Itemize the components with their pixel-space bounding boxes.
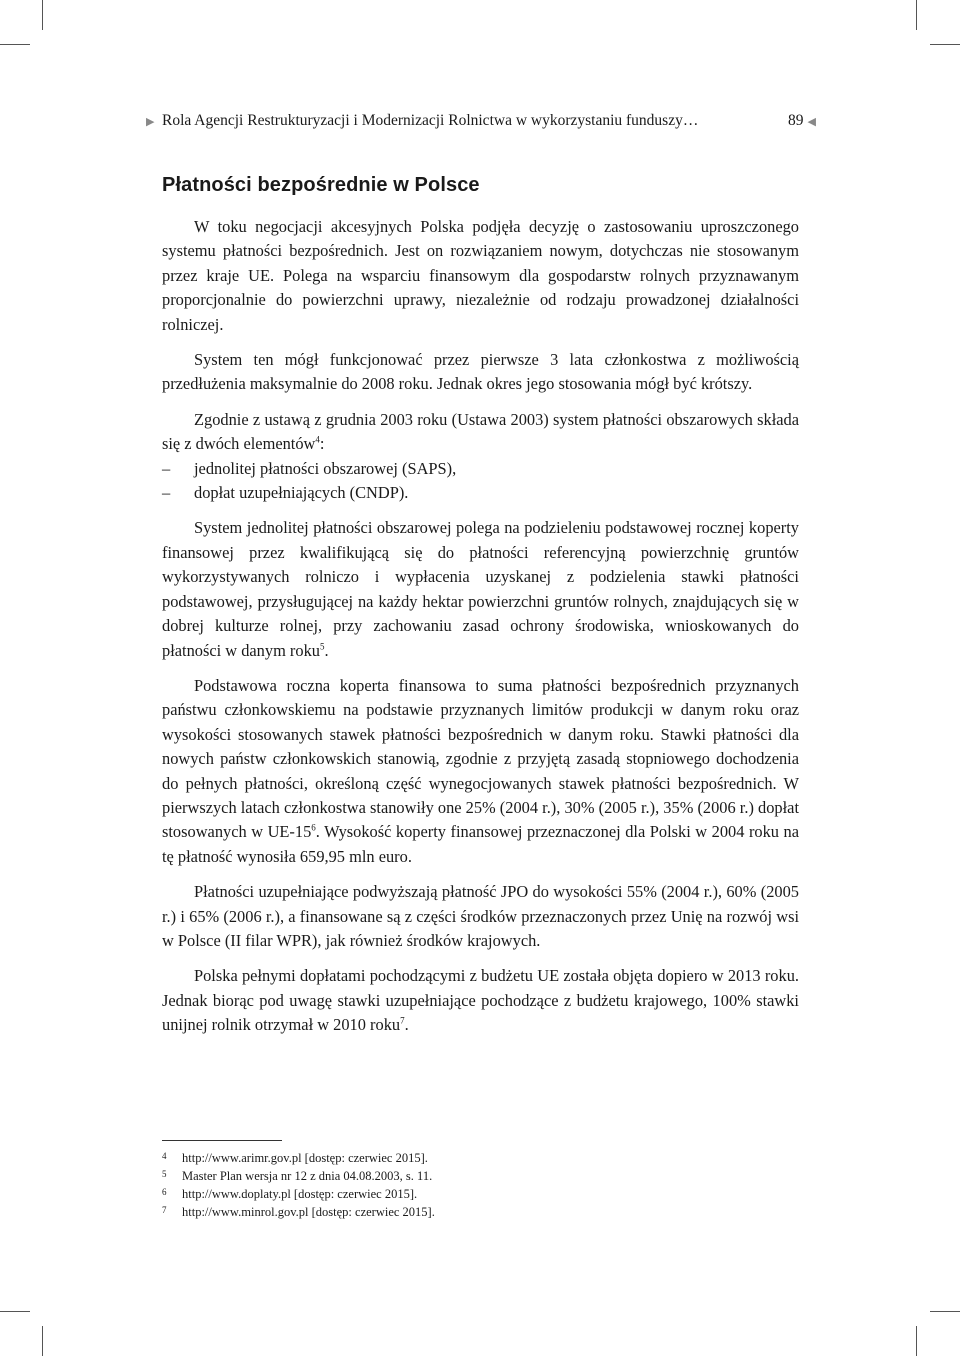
paragraph-7-text: Polska pełnymi dopłatami pochodzącymi z budżetu UE została objęta dopiero w 2013 roku. Jednak biorąc pod uwagę stawki uzupełniające pochodzące z budżetu krajowego, 100% stawki unijnej rolnik otrzymał w 2010 roku — [162, 966, 799, 1035]
paragraph-2: System ten mógł funkcjonować przez pierwsze 3 lata członkostwa z możliwością przedłużenia maksymalnie do 2008 roku. Jednak okres jego stosowania mógł być krótszy. — [162, 350, 799, 394]
footnote — [162, 1185, 799, 1203]
triangle-left-icon: ◀ — [807, 115, 816, 128]
footnote-ref: 5 — [319, 641, 325, 652]
list-item — [162, 481, 799, 505]
crop-mark — [42, 1326, 43, 1356]
section-heading: Płatności bezpośrednie w Polsce — [162, 174, 480, 196]
footnote-text: Master Plan wersja nr 12 z dnia 04.08.2003, s. 11. — [182, 1169, 433, 1183]
paragraph-3-text: Zgodnie z ustawą z grudnia 2003 roku (Ustawa 2003) system płatności obszarowych składa się z dwóch elementów — [162, 409, 799, 454]
paragraph-7-end: . — [404, 1015, 409, 1035]
crop-mark — [916, 1326, 917, 1356]
footnote-ref: 6 — [311, 822, 316, 833]
paragraph-4 — [162, 516, 799, 662]
footnote — [162, 1203, 799, 1221]
paragraph-5-end: . Wysokość koperty finansowej przeznaczonej dla Polski w 2004 roku na tę płatność wynosiła 659,95 mln euro. — [162, 822, 799, 866]
paragraph-3-end: : — [319, 434, 325, 454]
footnote-ref: 7 — [400, 1015, 405, 1026]
footnote-link[interactable]: http://www.arimr.gov.pl [dostęp: czerwiec 2015]. — [182, 1151, 428, 1165]
footnote-number: 7 — [162, 1205, 167, 1215]
paragraph-4-text: System jednolitej płatności obszarowej polega na podzieleniu podstawowej rocznej koperty finansowej przez kwalifikującą się do płatności referencyjną powierzchnię gruntów wykorzystywanych rolniczo i wypłacenia uzyskanej z podzielenia stawki płatności podstawowej, przysługującej na każdy hektar powierzchni gruntów rolnych, znajdujących się w dobrej kulturze rolnej, przy zachowaniu zasad ochrony środowiska, wnioskowanych do płatności w danym roku — [162, 518, 799, 660]
crop-mark — [916, 0, 917, 30]
footnote-rule — [162, 1140, 282, 1141]
footnote — [162, 1149, 799, 1167]
crop-mark — [0, 44, 30, 45]
list-item-text: dopłat uzupełniających (CNDP). — [194, 483, 409, 503]
paragraph-3 — [162, 408, 799, 457]
footnote-link[interactable]: http://www.minrol.gov.pl [dostęp: czerwiec 2015]. — [182, 1205, 435, 1219]
main-content — [162, 174, 799, 1049]
crop-mark — [930, 44, 960, 45]
footnote-ref: 4 — [315, 434, 320, 445]
footnotes — [162, 1140, 799, 1221]
running-head-title: Rola Agencji Restrukturyzacji i Modernizacji Rolnictwa w wykorzystaniu funduszy… — [162, 112, 699, 129]
paragraph-4-end: . — [324, 640, 329, 660]
running-head — [146, 110, 816, 132]
triangle-right-icon: ▶ — [146, 115, 155, 128]
paragraph-1: W toku negocjacji akcesyjnych Polska podjęła decyzję o zastosowaniu uproszczonego systemu płatności bezpośrednich. Jest on rozwiązaniem nowym, dotychczas nie stosowanym przez kraje UE. Polega na wsparciu finansowym dla gospodarstw rolnych przyznawanym proporcjonalnie do powierzchni uprawy, niezależnie od rodzaju prowadzonej działalności rolniczej. — [162, 217, 799, 334]
list-dash: – — [162, 483, 171, 503]
list-item-text: jednolitej płatności obszarowej (SAPS), — [194, 458, 457, 478]
footnote — [162, 1167, 799, 1185]
footnote-number: 6 — [162, 1187, 167, 1197]
list-dash: – — [162, 458, 171, 478]
paragraph-5 — [162, 674, 799, 869]
crop-mark — [42, 0, 43, 30]
paragraph-6: Płatności uzupełniające podwyższają płatność JPO do wysokości 55% (2004 r.), 60% (2005 r.) i 65% (2006 r.), a finansowane są z części środków przeznaczonych przez Unię na rozwój wsi w Polsce (II filar WPR), jak również środków krajowych. — [162, 882, 799, 950]
crop-mark — [930, 1311, 960, 1312]
crop-mark — [0, 1311, 30, 1312]
footnote-number: 5 — [162, 1169, 167, 1179]
element-list — [162, 457, 799, 506]
footnote-number: 4 — [162, 1151, 167, 1161]
list-item — [162, 457, 799, 481]
footnote-link[interactable]: http://www.doplaty.pl [dostęp: czerwiec 2015]. — [182, 1187, 418, 1201]
page-number: 89 — [788, 112, 804, 129]
paragraph-5-text: Podstawowa roczna koperta finansowa to suma płatności bezpośrednich przyznanych państwu członkowskiemu na podstawie przyznanych limitów produkcji w danym roku oraz wysokości stosowanych stawek płatności bezpośrednich w danym roku. Stawki płatności dla nowych państw członkowskich stanowią, zgodnie z przyjętą zasadą stopniowego dochodzenia do pełnych płatności, określoną część wynegocjowanych stawek płatności bezpośrednich. W pierwszych latach członkostwa stanowiły one 25% (2004 r.), 30% (2005 r.), 35% (2006 r.) dopłat stosowanych w UE-15 — [162, 675, 799, 842]
paragraph-7 — [162, 964, 799, 1037]
